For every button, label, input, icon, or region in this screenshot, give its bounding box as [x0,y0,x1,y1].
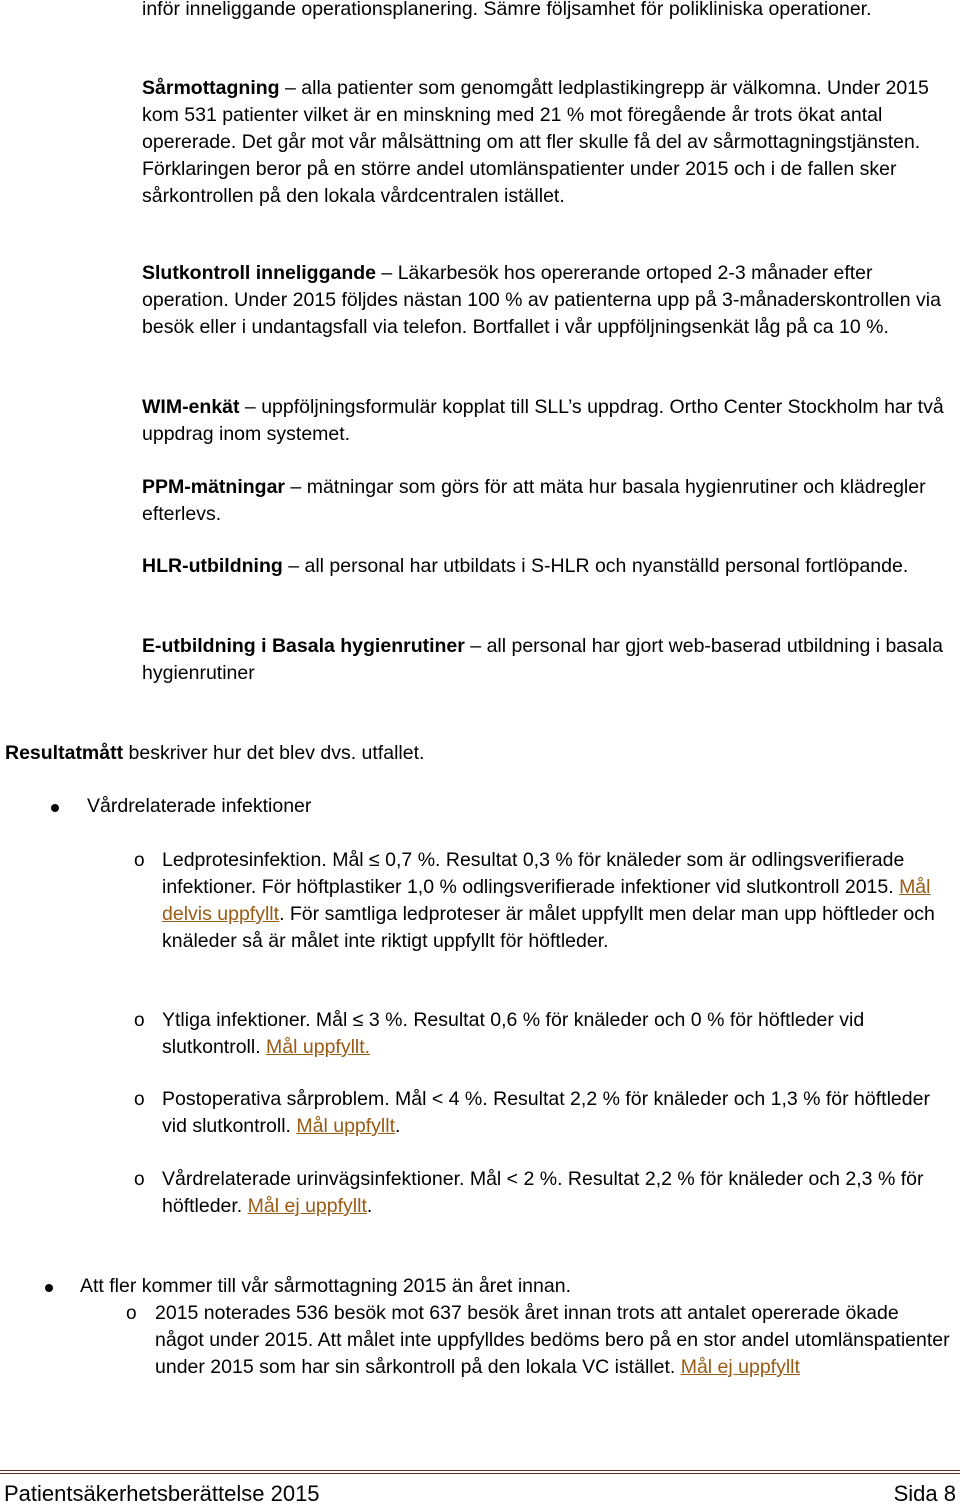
heading-wim-enkat: WIM-enkät [142,396,240,418]
paragraph-resultatmatt: Resultatmått beskriver hur det blev dvs. utfallet. [5,742,425,764]
bullet-dot-icon [45,1284,53,1292]
paragraph-ppm-matningar: PPM-mätningar – mätningar som görs för att mäta hur basala hygienrutiner och klädregler efterlevs. [142,476,926,525]
heading-ppm-matningar: PPM-mätningar [142,476,286,498]
list-marker: o [134,1010,145,1031]
paragraph-hlr-utbildning: HLR-utbildning – all personal har utbildats i S-HLR och nyanställd personal fortlöpande. [142,555,909,577]
paragraph-wim-enkat: WIM-enkät – uppföljningsformulär kopplat till SLL’s uppdrag. Ortho Center Stockholm har två uppdrag inom systemet. [142,396,944,445]
list-title-vardrelaterade-infektioner: Vårdrelaterade infektioner [87,795,312,817]
paragraph-e-utbildning: E-utbildning i Basala hygienrutiner – all personal har gjort web-baserad utbildning i basala hygienrutiner [142,635,943,684]
heading-hlr-utbildning: HLR-utbildning [142,555,283,577]
heading-slutkontroll: Slutkontroll inneliggande [142,262,376,284]
footer-page-number: Sida 8 [893,1481,956,1506]
list-item-text: 2015 noterades 536 besök mot 637 besök året innan trots att antalet opererade ökade något under 2015. Att målet inte uppfylldes bedöms bero på en stor andel utomlänspatienter under 2015 som har sin sårkontroll på den lokala VC istället. Mål ej uppfyllt [155,1302,950,1378]
list-title-sarmottagning-goal: Att fler kommer till vår sårmottagning 2015 än året innan. [80,1275,571,1297]
goal-status-link[interactable]: Mål uppfyllt [296,1115,396,1137]
goal-status-link[interactable]: Mål ej uppfyllt [680,1356,800,1378]
goal-status-link[interactable]: Mål ej uppfyllt [247,1195,367,1217]
list-item-text: Postoperativa sårproblem. Mål < 4 %. Resultat 2,2 % för knäleder och 1,3 % för höftleder vid slutkontroll. Mål uppfyllt. [162,1088,930,1137]
footer-document-title: Patientsäkerhetsberättelse 2015 [4,1481,320,1506]
heading-resultatmatt: Resultatmått [5,742,124,764]
goal-status-link[interactable]: Mål uppfyllt. [266,1036,371,1058]
goal-status-link[interactable]: Mål delvis uppfyllt [162,876,931,925]
list-marker: o [126,1303,137,1324]
list-item-text: Ledprotesinfektion. Mål ≤ 0,7 %. Resultat 0,3 % för knäleder som är odlingsverifierade infektioner. För höftplastiker 1,0 % odlingsverifierade infektioner vid slutkontroll 2015. Mål delvis uppfyllt. För samtliga ledproteser är målet uppfyllt men delar man upp höftleder och knäleder så är målet inte riktigt uppfyllt för höftleder. [162,849,935,952]
footer-divider [0,1470,960,1480]
list-marker: o [134,850,145,871]
bullet-dot-icon [51,804,59,812]
list-marker: o [134,1089,145,1110]
heading-e-utbildning: E-utbildning i Basala hygienrutiner [142,635,465,657]
paragraph-intro-continuation: inför inneliggande operationsplanering. Sämre följsamhet för polikliniska operationer. [142,0,872,20]
list-item-text: Ytliga infektioner. Mål ≤ 3 %. Resultat 0,6 % för knäleder och 0 % för höftleder vid slutkontroll. Mål uppfyllt. [162,1009,865,1058]
paragraph-slutkontroll: Slutkontroll inneliggande – Läkarbesök hos opererande ortoped 2-3 månader efter operation. Under 2015 följdes nästan 100 % av patienterna upp på 3-månaderskontrollen via besök eller i undantagsfall via telefon. Bortfallet i vår uppföljningsenkät låg på ca 10 %. [142,262,941,338]
paragraph-sarmottagning: Sårmottagning – alla patienter som genomgått ledplastikingrepp är välkomna. Under 2015 kom 531 patienter vilket är en minskning med 21 % mot föregående år trots ökat antal opererade. Det går mot vår målsättning om att fler skulle få del av sårmottagningstjänsten. Förklaringen beror på en större andel utomlänspatienter under 2015 och i de fallen sker sårkontrollen på den lokala vårdcentralen istället. [142,77,929,207]
list-item-text: Vårdrelaterade urinvägsinfektioner. Mål < 2 %. Resultat 2,2 % för knäleder och 2,3 % för höftleder. Mål ej uppfyllt. [162,1168,924,1217]
list-marker: o [134,1169,145,1190]
heading-sarmottagning: Sårmottagning [142,77,280,99]
